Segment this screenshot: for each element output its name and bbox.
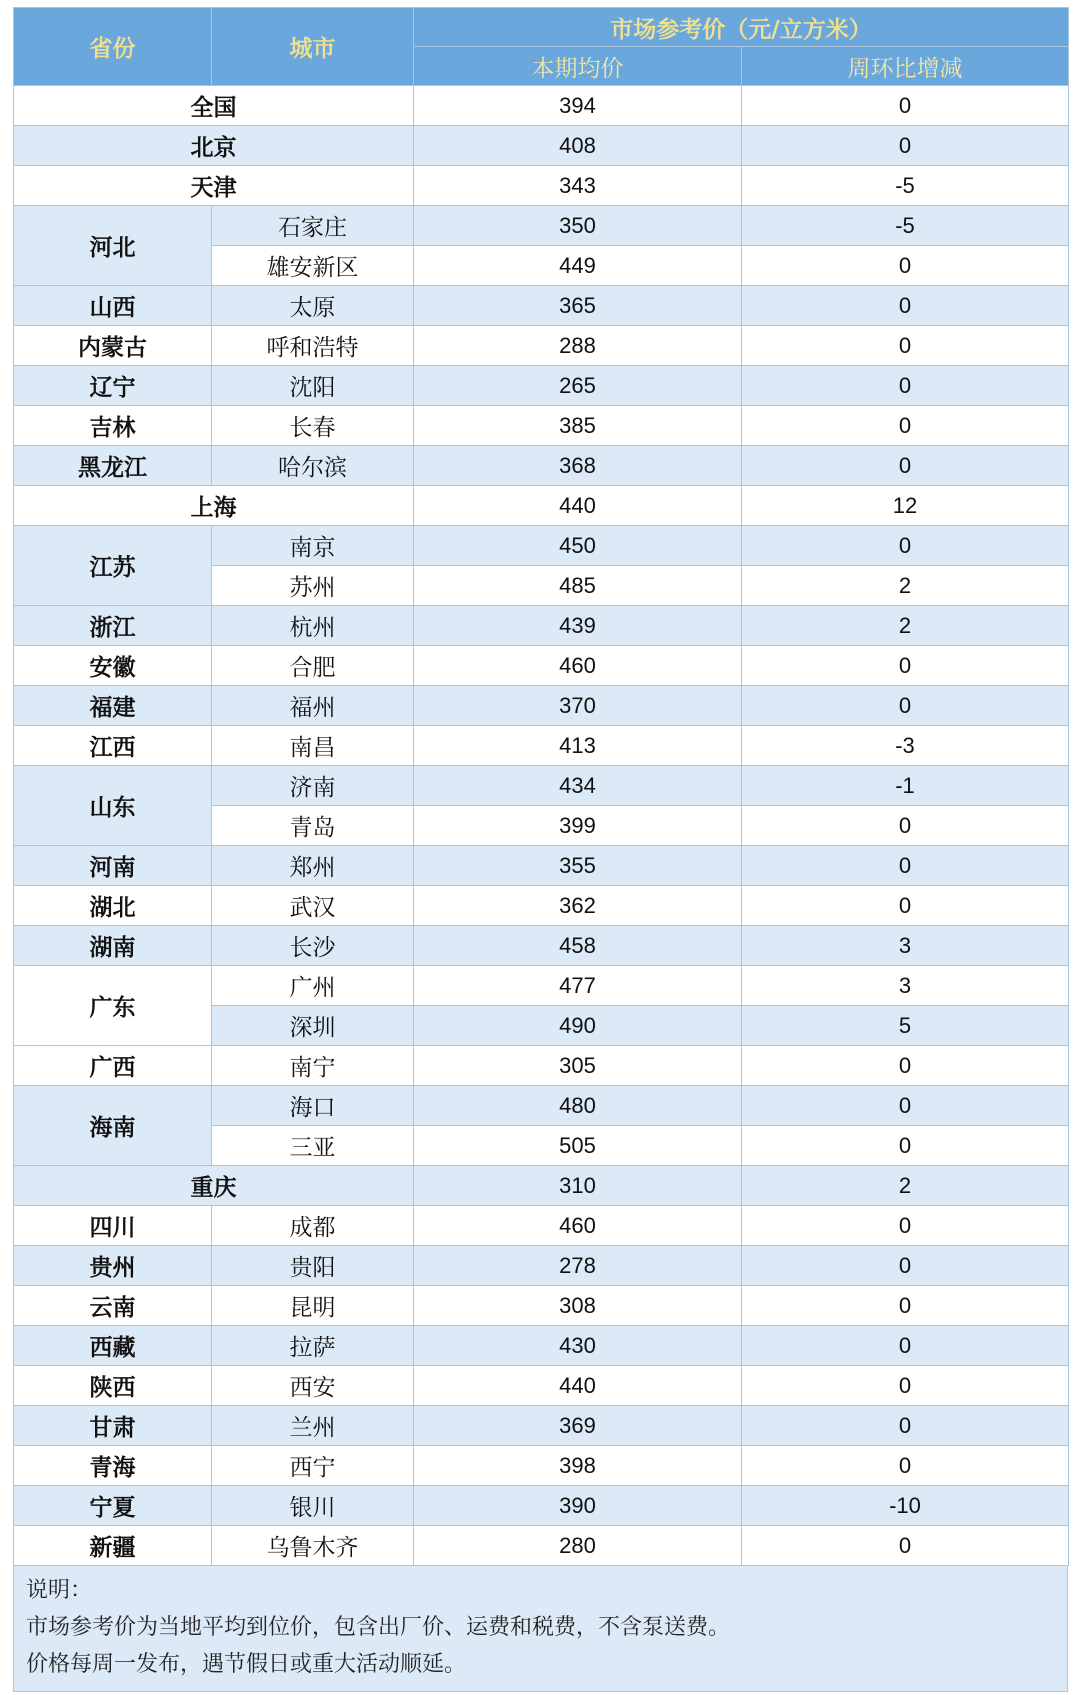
province-cell: 山西	[14, 286, 212, 326]
city-cell: 三亚	[212, 1126, 414, 1166]
city-cell: 呼和浩特	[212, 326, 414, 366]
region-cell: 上海	[14, 486, 414, 526]
weekly-change-cell: 0	[742, 1446, 1069, 1486]
table-row	[14, 86, 1069, 126]
table-row	[14, 206, 1069, 246]
city-cell: 兰州	[212, 1406, 414, 1446]
avg-price-cell: 460	[414, 646, 742, 686]
table-row	[14, 1406, 1069, 1446]
province-cell: 内蒙古	[14, 326, 212, 366]
table-row	[14, 326, 1069, 366]
avg-price-cell: 505	[414, 1126, 742, 1166]
weekly-change-cell: -5	[742, 166, 1069, 206]
note-line-2: 价格每周一发布，遇节假日或重大活动顺延。	[26, 1652, 467, 1677]
note-line-1: 市场参考价为当地平均到位价，包含出厂价、运费和税费，不含泵送费。	[26, 1615, 731, 1640]
weekly-change-cell: 0	[742, 246, 1069, 286]
avg-price-cell: 430	[414, 1326, 742, 1366]
table-row	[14, 1166, 1069, 1206]
city-cell: 郑州	[212, 846, 414, 886]
avg-price-cell: 477	[414, 966, 742, 1006]
table-row	[14, 1046, 1069, 1086]
weekly-change-cell: 2	[742, 1166, 1069, 1206]
city-cell: 南京	[212, 526, 414, 566]
weekly-change-cell: 0	[742, 1526, 1069, 1566]
city-cell: 成都	[212, 1206, 414, 1246]
table-row	[14, 1086, 1069, 1126]
table-row	[14, 286, 1069, 326]
weekly-change-cell: 0	[742, 1126, 1069, 1166]
avg-price-cell: 399	[414, 806, 742, 846]
city-cell: 太原	[212, 286, 414, 326]
region-cell: 重庆	[14, 1166, 414, 1206]
weekly-change-cell: 0	[742, 366, 1069, 406]
table-row	[14, 1486, 1069, 1526]
avg-price-cell: 288	[414, 326, 742, 366]
city-cell: 长沙	[212, 926, 414, 966]
city-cell: 合肥	[212, 646, 414, 686]
weekly-change-cell: 0	[742, 446, 1069, 486]
avg-price-cell: 490	[414, 1006, 742, 1046]
table-row	[14, 966, 1069, 1006]
table-note	[13, 1566, 1068, 1692]
province-cell: 山东	[14, 766, 212, 846]
table-row	[14, 926, 1069, 966]
avg-price-cell: 458	[414, 926, 742, 966]
city-cell: 杭州	[212, 606, 414, 646]
table-row	[14, 406, 1069, 446]
table-row	[14, 1206, 1069, 1246]
province-cell: 黑龙江	[14, 446, 212, 486]
avg-price-cell: 398	[414, 1446, 742, 1486]
city-cell: 海口	[212, 1086, 414, 1126]
avg-price-cell: 408	[414, 126, 742, 166]
weekly-change-cell: -10	[742, 1486, 1069, 1526]
province-cell: 青海	[14, 1446, 212, 1486]
weekly-change-cell: 3	[742, 966, 1069, 1006]
header-market-price: 市场参考价（元/立方米）	[414, 8, 1069, 47]
province-cell: 云南	[14, 1286, 212, 1326]
province-cell: 湖北	[14, 886, 212, 926]
table-row	[14, 126, 1069, 166]
province-cell: 宁夏	[14, 1486, 212, 1526]
city-cell: 石家庄	[212, 206, 414, 246]
weekly-change-cell: 2	[742, 606, 1069, 646]
weekly-change-cell: 0	[742, 1286, 1069, 1326]
city-cell: 乌鲁木齐	[212, 1526, 414, 1566]
table-row	[14, 526, 1069, 566]
city-cell: 西安	[212, 1366, 414, 1406]
table-row	[14, 166, 1069, 206]
province-cell: 江西	[14, 726, 212, 766]
province-cell: 陕西	[14, 1366, 212, 1406]
province-cell: 河北	[14, 206, 212, 286]
province-cell: 四川	[14, 1206, 212, 1246]
table-row	[14, 1446, 1069, 1486]
weekly-change-cell: 0	[742, 1366, 1069, 1406]
concrete-price-table	[13, 7, 1069, 1566]
city-cell: 雄安新区	[212, 246, 414, 286]
city-cell: 深圳	[212, 1006, 414, 1046]
city-cell: 青岛	[212, 806, 414, 846]
avg-price-cell: 280	[414, 1526, 742, 1566]
province-cell: 广东	[14, 966, 212, 1046]
table-row	[14, 846, 1069, 886]
city-cell: 银川	[212, 1486, 414, 1526]
province-cell: 辽宁	[14, 366, 212, 406]
weekly-change-cell: -3	[742, 726, 1069, 766]
weekly-change-cell: 0	[742, 1326, 1069, 1366]
avg-price-cell: 310	[414, 1166, 742, 1206]
avg-price-cell: 355	[414, 846, 742, 886]
avg-price-cell: 385	[414, 406, 742, 446]
city-cell: 哈尔滨	[212, 446, 414, 486]
avg-price-cell: 439	[414, 606, 742, 646]
table-row	[14, 646, 1069, 686]
avg-price-cell: 460	[414, 1206, 742, 1246]
city-cell: 苏州	[212, 566, 414, 606]
city-cell: 长春	[212, 406, 414, 446]
province-cell: 河南	[14, 846, 212, 886]
table-row	[14, 1366, 1069, 1406]
avg-price-cell: 485	[414, 566, 742, 606]
city-cell: 西宁	[212, 1446, 414, 1486]
table-row	[14, 366, 1069, 406]
table-row	[14, 686, 1069, 726]
weekly-change-cell: 12	[742, 486, 1069, 526]
province-cell: 海南	[14, 1086, 212, 1166]
avg-price-cell: 369	[414, 1406, 742, 1446]
avg-price-cell: 413	[414, 726, 742, 766]
province-cell: 贵州	[14, 1246, 212, 1286]
table-row	[14, 1526, 1069, 1566]
weekly-change-cell: 0	[742, 86, 1069, 126]
city-cell: 贵阳	[212, 1246, 414, 1286]
table-row	[14, 606, 1069, 646]
price-table-container	[13, 7, 1068, 1692]
weekly-change-cell: -5	[742, 206, 1069, 246]
region-cell: 北京	[14, 126, 414, 166]
weekly-change-cell: 0	[742, 1406, 1069, 1446]
avg-price-cell: 394	[414, 86, 742, 126]
city-cell: 南宁	[212, 1046, 414, 1086]
province-cell: 浙江	[14, 606, 212, 646]
weekly-change-cell: 0	[742, 1046, 1069, 1086]
province-cell: 湖南	[14, 926, 212, 966]
table-row	[14, 766, 1069, 806]
header-province: 省份	[14, 8, 212, 86]
avg-price-cell: 362	[414, 886, 742, 926]
avg-price-cell: 450	[414, 526, 742, 566]
weekly-change-cell: 0	[742, 846, 1069, 886]
avg-price-cell: 265	[414, 366, 742, 406]
header-city: 城市	[212, 8, 414, 86]
weekly-change-cell: 0	[742, 1246, 1069, 1286]
table-row	[14, 486, 1069, 526]
avg-price-cell: 434	[414, 766, 742, 806]
weekly-change-cell: 0	[742, 686, 1069, 726]
table-row	[14, 1326, 1069, 1366]
table-row	[14, 726, 1069, 766]
avg-price-cell: 343	[414, 166, 742, 206]
city-cell: 昆明	[212, 1286, 414, 1326]
header-avg-price: 本期均价	[414, 47, 742, 86]
note-title: 说明：	[26, 1578, 93, 1603]
province-cell: 吉林	[14, 406, 212, 446]
weekly-change-cell: 2	[742, 566, 1069, 606]
weekly-change-cell: 0	[742, 126, 1069, 166]
avg-price-cell: 440	[414, 1366, 742, 1406]
weekly-change-cell: -1	[742, 766, 1069, 806]
province-cell: 江苏	[14, 526, 212, 606]
weekly-change-cell: 5	[742, 1006, 1069, 1046]
weekly-change-cell: 3	[742, 926, 1069, 966]
province-cell: 新疆	[14, 1526, 212, 1566]
province-cell: 福建	[14, 686, 212, 726]
avg-price-cell: 480	[414, 1086, 742, 1126]
weekly-change-cell: 0	[742, 886, 1069, 926]
weekly-change-cell: 0	[742, 646, 1069, 686]
avg-price-cell: 390	[414, 1486, 742, 1526]
province-cell: 安徽	[14, 646, 212, 686]
avg-price-cell: 365	[414, 286, 742, 326]
city-cell: 济南	[212, 766, 414, 806]
city-cell: 武汉	[212, 886, 414, 926]
avg-price-cell: 305	[414, 1046, 742, 1086]
table-row	[14, 886, 1069, 926]
weekly-change-cell: 0	[742, 806, 1069, 846]
avg-price-cell: 449	[414, 246, 742, 286]
city-cell: 福州	[212, 686, 414, 726]
avg-price-cell: 278	[414, 1246, 742, 1286]
avg-price-cell: 440	[414, 486, 742, 526]
weekly-change-cell: 0	[742, 406, 1069, 446]
table-row	[14, 446, 1069, 486]
table-header	[14, 8, 1069, 86]
city-cell: 广州	[212, 966, 414, 1006]
weekly-change-cell: 0	[742, 326, 1069, 366]
avg-price-cell: 350	[414, 206, 742, 246]
avg-price-cell: 368	[414, 446, 742, 486]
table-body	[14, 86, 1069, 1566]
region-cell: 天津	[14, 166, 414, 206]
province-cell: 广西	[14, 1046, 212, 1086]
table-row	[14, 1286, 1069, 1326]
avg-price-cell: 370	[414, 686, 742, 726]
weekly-change-cell: 0	[742, 1206, 1069, 1246]
weekly-change-cell: 0	[742, 1086, 1069, 1126]
region-cell: 全国	[14, 86, 414, 126]
avg-price-cell: 308	[414, 1286, 742, 1326]
city-cell: 拉萨	[212, 1326, 414, 1366]
city-cell: 南昌	[212, 726, 414, 766]
weekly-change-cell: 0	[742, 526, 1069, 566]
province-cell: 西藏	[14, 1326, 212, 1366]
province-cell: 甘肃	[14, 1406, 212, 1446]
city-cell: 沈阳	[212, 366, 414, 406]
table-row	[14, 1246, 1069, 1286]
weekly-change-cell: 0	[742, 286, 1069, 326]
header-weekly-change: 周环比增减	[742, 47, 1069, 86]
